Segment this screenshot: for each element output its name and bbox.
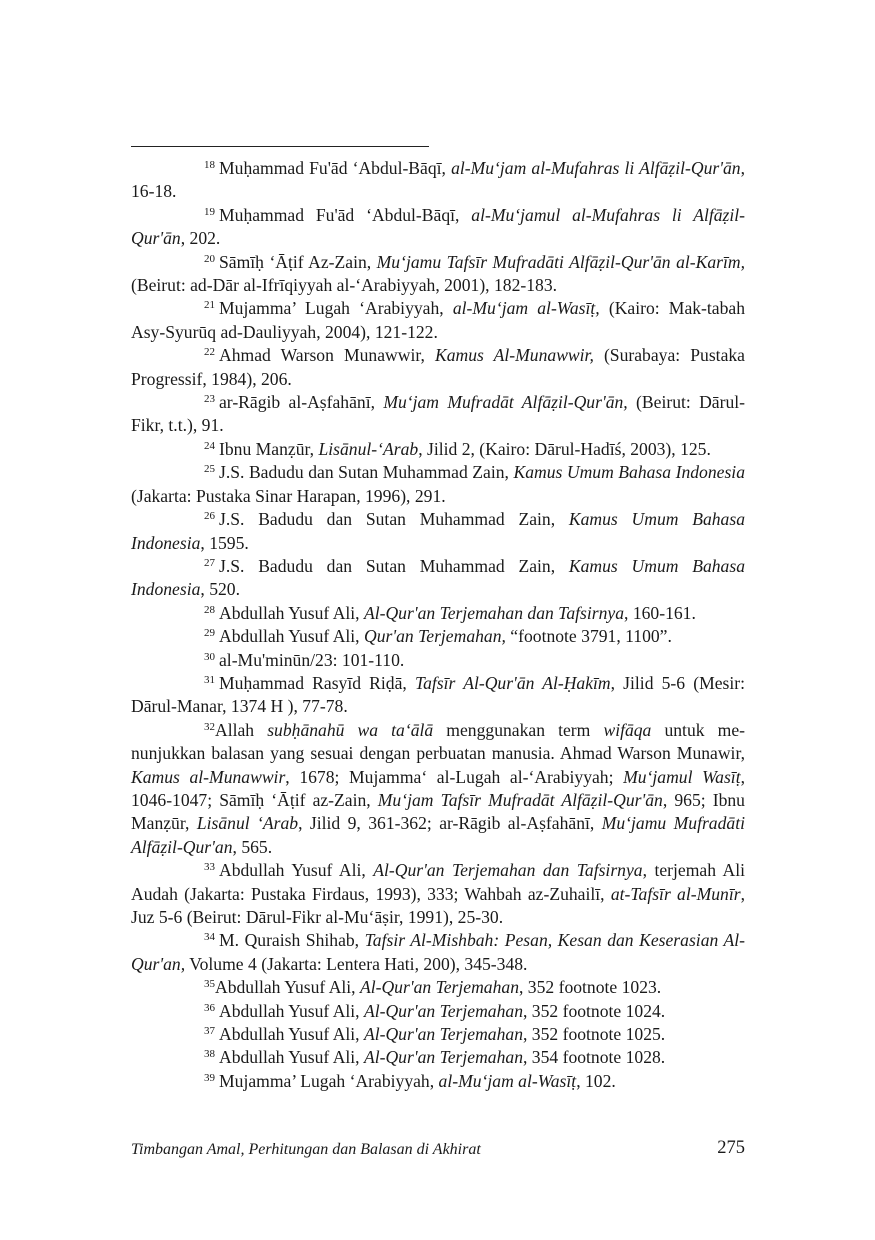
footnote-text: J.S. Badudu dan Sutan Muhammad Zain,: [219, 462, 514, 483]
footnote-number: 24: [204, 439, 215, 452]
footnote-text: Muḥammad Fu'ād ‘Abdul-Bāqī,: [219, 158, 452, 178]
citation-title: at-Tafsīr al-Munīr: [610, 883, 741, 904]
footnote-text: Abdullah Yusuf Ali,: [219, 1024, 364, 1045]
footnote-20: [131, 251, 745, 298]
footnote-text: , 352 footnote 1025.: [523, 1024, 666, 1045]
footnote-text: (Jakarta: Pustaka Sinar Harapan, 1996), 291.: [131, 485, 446, 506]
footnote-text: Volume 4 (Jakarta: Lentera Hati, 200), 345-348.: [185, 953, 528, 974]
footnote-37: [131, 1023, 745, 1046]
footnote-text: , 202.: [180, 228, 221, 249]
citation-title: Mu‘jamu Tafsīr Mufradāti Alfāẓil-Qur'ān al-Karīm,: [376, 251, 745, 272]
citation-title: Mu‘jamu Mufradāti Alfāẓil-Qur'an: [131, 813, 745, 857]
citation-title: Kamus Umum Bahasa Indonesia: [513, 462, 745, 483]
footnote-number: 18: [204, 159, 215, 171]
footnote-text: Allah: [215, 719, 268, 740]
footnote-text: menggunakan term: [433, 719, 604, 740]
footnote-text: Mujamma’ Lugah ‘Arabiyyah,: [219, 1070, 439, 1091]
citation-title: Al-Qur'an Terjemahan dan Tafsirnya: [373, 860, 643, 881]
footnote-text: Abdullah Yusuf Ali,: [219, 860, 374, 881]
footnote-number: 23: [204, 393, 215, 406]
footnote-text: Sāmīḥ ‘Āṭif Az-Zain,: [219, 251, 377, 272]
footnote-text: (Kairo: Mak-tabah Asy-Syurūq ad-Dauliyyah, 2004), 121-122.: [131, 298, 746, 342]
footnote-number: 29: [204, 627, 215, 640]
footnote-number: 36: [204, 1001, 215, 1014]
footnote-text: Ahmad Warson Munawwir,: [219, 345, 435, 366]
footnote-text: Abdullah Yusuf Ali,: [219, 626, 364, 647]
footnote-text: , 354 footnote 1028.: [523, 1047, 666, 1068]
footnote-text: (Surabaya: Pustaka Progressif, 1984), 206.: [131, 345, 745, 389]
footnote-number: 19: [204, 205, 215, 218]
footnote-text: , 352 footnote 1023.: [519, 977, 662, 998]
footnote-number: 27: [204, 556, 215, 569]
footnote-30: [131, 649, 745, 672]
footnote-text: , 1595.: [200, 532, 249, 553]
footnote-24: [131, 438, 745, 461]
citation-title: Kamus Umum Bahasa Indonesia: [131, 555, 745, 600]
footnote-text: , 965; Ibnu Manẓūr,: [131, 789, 745, 834]
footnote-35: [131, 976, 745, 999]
footnote-number: 31: [204, 673, 215, 686]
footnote-27: [131, 555, 745, 602]
citation-title: subḥānahū wa ta‘ālā: [267, 719, 434, 740]
footnote-separator-rule: [131, 146, 429, 147]
footnote-text: , terjemah Ali Audah (Jakarta: Pustaka Firdaus, 1993), 333; Wahbah az-Zuhailī,: [131, 860, 746, 904]
citation-title: Tafsīr Al-Qur'ān Al-Ḥakīm: [414, 672, 611, 693]
footnote-text: , Jilid 5-6 (Mesir: Dārul-Manar, 1374 H ), 77-78.: [131, 672, 746, 717]
footnote-text: “footnote 3791, 1100”.: [505, 626, 672, 647]
citation-title: al-Mu‘jamul al-Mufahras li Alfāẓil-Qur'ān: [131, 204, 746, 249]
footnote-text: Abdullah Yusuf Ali,: [219, 1000, 364, 1021]
footnote-text: (Beirut: Dārul-Fikr, t.t.), 91.: [131, 392, 745, 436]
citation-title: Al-Qur'an Terjemahan: [363, 1047, 523, 1068]
footnote-text: ar-Rāgib al-Aṣfahānī,: [219, 392, 384, 413]
footnote-text: J.S. Badudu dan Sutan Muhammad Zain,: [219, 555, 569, 576]
footnote-number: 37: [204, 1025, 215, 1038]
footnote-text: untuk me-nunjukkan balasan yang sesuai dengan perbuatan manusia. Ahmad Warson Munawir,: [131, 719, 745, 764]
footnote-28: [131, 602, 745, 625]
footnote-number: 22: [204, 346, 215, 359]
footnote-number: 26: [204, 510, 215, 523]
citation-title: al-Mu‘jam al-Mufahras li Alfāẓil-Qur'ān: [451, 158, 741, 178]
citation-title: Qur'an Terjemahan,: [363, 626, 506, 647]
footnote-text: al-Mu'minūn/23: 101-110.: [219, 649, 405, 670]
footnote-text: , 565.: [232, 836, 273, 857]
footnote-text: , 160-161.: [624, 602, 696, 623]
footnotes-section: [131, 157, 745, 1093]
citation-title: Kamus Umum Bahasa Indonesia: [131, 509, 745, 553]
citation-title: Tafsir Al-Mishbah: Pesan, Kesan dan Keserasian Al-Qur'an,: [131, 930, 745, 974]
running-title: Timbangan Amal, Perhitungan dan Balasan di Akhirat: [131, 1141, 481, 1158]
citation-title: al-Mu‘jam al-Wasīṭ,: [452, 298, 600, 319]
citation-title: Al-Qur'an Terjemahan: [363, 1000, 523, 1021]
footnote-22: [131, 344, 745, 391]
footnote-number: 30: [204, 650, 215, 663]
footnote-text: (Beirut: ad-Dār al-Ifrīqiyyah al-‘Arabiyyah, 2001), 182-183.: [131, 275, 558, 296]
citation-title: Mu‘jam Tafsīr Mufradāt Alfāẓil-Qur'ān: [377, 789, 663, 810]
footnote-number: 39: [204, 1071, 215, 1084]
footnote-number: 25: [204, 463, 215, 476]
citation-title: Mu‘jam Mufradāt Alfāẓil-Qur'ān,: [383, 392, 628, 413]
footnote-number: 33: [204, 861, 215, 874]
footnote-36: [131, 1000, 745, 1023]
footnote-23: [131, 391, 745, 438]
footnote-32: [131, 719, 745, 859]
footnote-text: , 520.: [200, 579, 240, 600]
footnote-29: [131, 625, 745, 648]
footnote-text: , 352 footnote 1024.: [523, 1000, 666, 1021]
footnote-33: [131, 859, 745, 929]
citation-title: Mu‘jamul Wasīṭ: [623, 766, 741, 787]
footnote-text: , 1046-1047; Sāmīḥ ‘Āṭif az-Zain,: [131, 766, 745, 810]
footnote-26: [131, 508, 745, 555]
footnote-number: 34: [204, 931, 215, 944]
footnote-text: J.S. Badudu dan Sutan Muhammad Zain,: [219, 509, 569, 530]
footnote-text: Muḥammad Rasyīd Riḍā,: [219, 672, 415, 693]
citation-title: Al-Qur'an Terjemahan dan Tafsirnya: [363, 602, 625, 623]
footnote-text: M. Quraish Shihab,: [219, 930, 365, 951]
footnote-number: 35: [204, 978, 215, 991]
footnote-21: [131, 297, 745, 344]
footnote-text: , 16-18.: [131, 158, 745, 202]
citation-title: Lisānul-‘Arab: [318, 438, 419, 459]
footnote-number: 28: [204, 603, 215, 616]
footnote-39: [131, 1070, 745, 1093]
footnote-text: , Juz 5-6 (Beirut: Dārul-Fikr al-Mu‘āṣir, 1991), 25-30.: [131, 883, 745, 927]
footnote-number: 21: [204, 299, 215, 312]
footnote-text: , 102.: [576, 1070, 616, 1091]
footnote-34: [131, 929, 745, 976]
footnote-text: , Jilid 2, (Kairo: Dārul-Hadīś, 2003), 125.: [418, 438, 711, 459]
footnote-25: [131, 461, 745, 508]
footnote-18: [131, 157, 745, 204]
footnote-text: Mujamma’ Lugah ‘Arabiyyah,: [219, 298, 453, 319]
footnote-19: [131, 204, 745, 251]
citation-title: al-Mu‘jam al-Wasīṭ: [438, 1070, 577, 1091]
footnote-text: Abdullah Yusuf Ali,: [215, 977, 360, 998]
page-number: 275: [717, 1138, 745, 1158]
footnote-38: [131, 1046, 745, 1069]
footnote-number: 32: [204, 720, 215, 733]
footnote-text: , 1678; Mujamma‘ al-Lugah al-‘Arabiyyah;: [285, 766, 624, 787]
page-footer: [131, 1138, 745, 1164]
citation-title: Kamus al-Munawwir: [131, 766, 286, 787]
citation-title: Al-Qur'an Terjemahan: [363, 1024, 523, 1045]
citation-title: wifāqa: [603, 719, 652, 740]
footnote-text: Abdullah Yusuf Ali,: [219, 602, 364, 623]
footnote-number: 38: [204, 1048, 215, 1061]
footnote-text: Muḥammad Fu'ād ‘Abdul-Bāqī,: [219, 204, 472, 225]
footnote-text: , Jilid 9, 361-362; ar-Rāgib al-Aṣfahānī,: [298, 813, 602, 834]
footnote-31: [131, 672, 745, 719]
footnote-number: 20: [204, 252, 215, 265]
citation-title: Lisānul ‘Arab: [196, 813, 299, 834]
citation-title: Al-Qur'an Terjemahan: [359, 977, 519, 998]
footnote-text: Abdullah Yusuf Ali,: [219, 1047, 364, 1068]
citation-title: Kamus Al-Munawwir,: [434, 345, 594, 366]
footnote-text: Ibnu Manẓūr,: [219, 438, 319, 459]
